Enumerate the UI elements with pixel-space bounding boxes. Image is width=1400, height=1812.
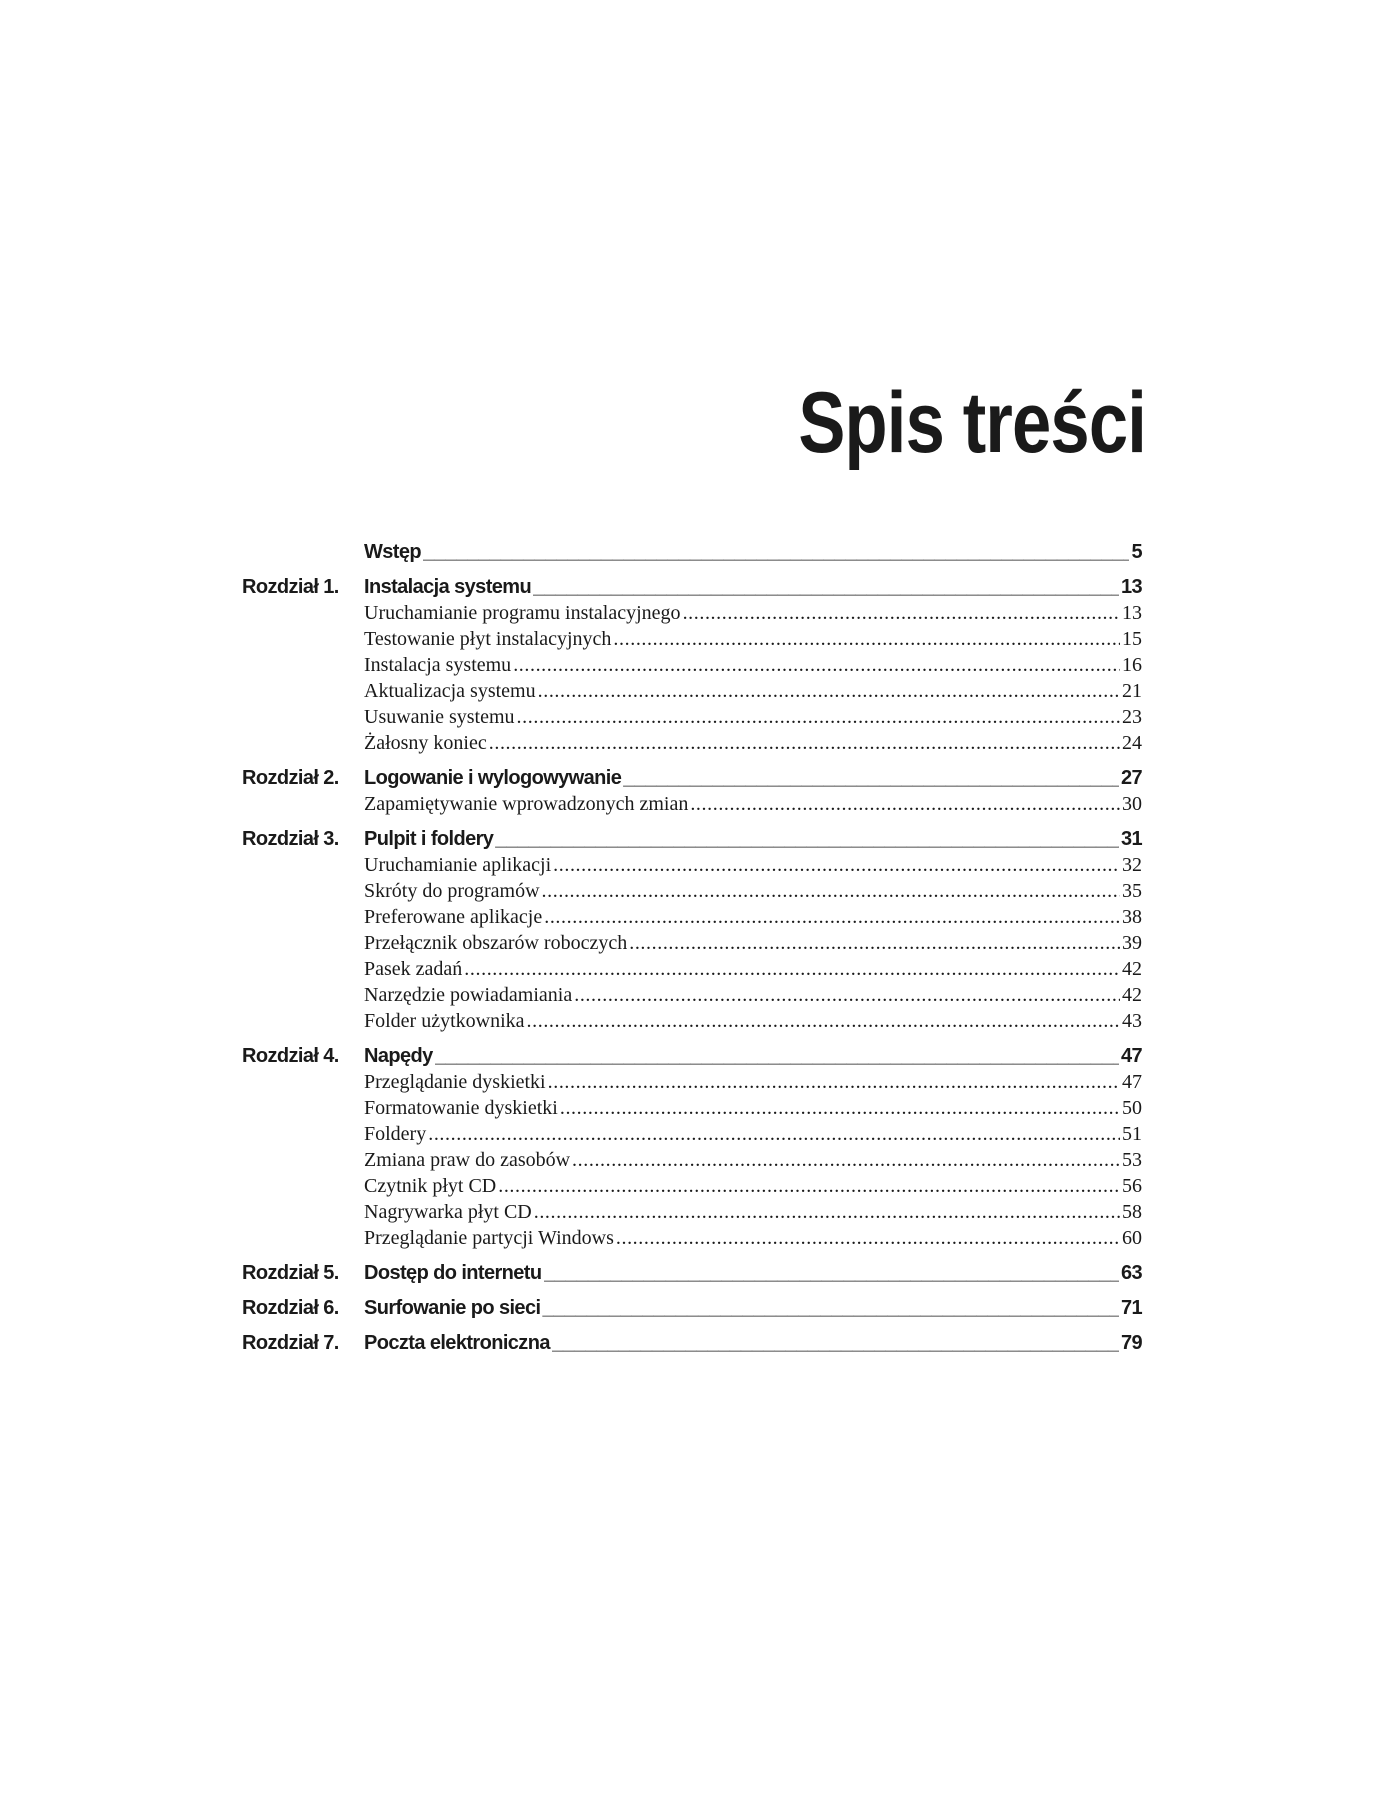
section-entry bbox=[364, 793, 1142, 816]
toc-section-row[interactable] bbox=[242, 984, 1142, 1010]
leader-dots bbox=[428, 1123, 1120, 1146]
leader-dots bbox=[616, 1227, 1120, 1250]
leader-dots bbox=[544, 906, 1120, 929]
chapter-title: Instalacja systemu bbox=[364, 576, 532, 598]
toc-section-row[interactable] bbox=[242, 932, 1142, 958]
section-entry bbox=[364, 1149, 1142, 1172]
toc-chapter bbox=[242, 1297, 1142, 1323]
section-title: Przełącznik obszarów roboczych bbox=[364, 932, 628, 954]
leader-dots bbox=[574, 984, 1120, 1007]
chapter-entry bbox=[364, 828, 1142, 851]
chapter-entry bbox=[364, 1262, 1142, 1285]
section-page-number: 21 bbox=[1122, 680, 1142, 702]
chapter-label: Rozdział 4. bbox=[242, 1045, 339, 1067]
leader-line bbox=[544, 1262, 1119, 1285]
section-entry bbox=[364, 906, 1142, 929]
chapter-title: Dostęp do internetu bbox=[364, 1262, 542, 1284]
toc-section-row[interactable] bbox=[242, 1149, 1142, 1175]
section-entry bbox=[364, 706, 1142, 729]
chapter-title: Poczta elektroniczna bbox=[364, 1332, 550, 1354]
toc-chapter-row[interactable] bbox=[242, 1262, 1142, 1288]
section-entry bbox=[364, 1010, 1142, 1033]
section-entry bbox=[364, 932, 1142, 955]
toc-section-row[interactable] bbox=[242, 880, 1142, 906]
leader-line bbox=[435, 1045, 1119, 1068]
toc-chapter-row[interactable] bbox=[242, 1332, 1142, 1358]
section-entry bbox=[364, 1175, 1142, 1198]
section-title: Nagrywarka płyt CD bbox=[364, 1201, 532, 1223]
section-page-number: 51 bbox=[1122, 1123, 1142, 1145]
leader-dots bbox=[534, 1201, 1120, 1224]
section-page-number: 47 bbox=[1122, 1071, 1142, 1093]
toc-chapter bbox=[242, 1045, 1142, 1253]
section-entry bbox=[364, 654, 1142, 677]
toc-section-row[interactable] bbox=[242, 1010, 1142, 1036]
chapter-page-number: 27 bbox=[1120, 767, 1142, 789]
leader-line bbox=[552, 1332, 1119, 1355]
table-of-contents bbox=[242, 541, 1142, 1358]
section-entry bbox=[364, 1071, 1142, 1094]
leader-line bbox=[533, 576, 1119, 599]
toc-section-row[interactable] bbox=[242, 793, 1142, 819]
section-page-number: 43 bbox=[1122, 1010, 1142, 1032]
page-title: Spis treści bbox=[798, 375, 1146, 471]
chapter-entry bbox=[364, 1332, 1142, 1355]
leader-dots bbox=[513, 654, 1120, 677]
leader-dots bbox=[548, 1071, 1120, 1094]
section-page-number: 24 bbox=[1122, 732, 1142, 754]
section-title: Przeglądanie partycji Windows bbox=[364, 1227, 614, 1249]
toc-chapter bbox=[242, 1332, 1142, 1358]
toc-chapter-row[interactable] bbox=[242, 767, 1142, 793]
section-title: Instalacja systemu bbox=[364, 654, 512, 676]
section-title: Formatowanie dyskietki bbox=[364, 1097, 558, 1119]
toc-chapter bbox=[242, 1262, 1142, 1288]
chapter-title: Pulpit i foldery bbox=[364, 828, 494, 850]
section-title: Usuwanie systemu bbox=[364, 706, 515, 728]
toc-section-row[interactable] bbox=[242, 1201, 1142, 1227]
section-title: Folder użytkownika bbox=[364, 1010, 525, 1032]
toc-section-row[interactable] bbox=[242, 958, 1142, 984]
leader-dots bbox=[489, 732, 1120, 755]
toc-chapter-row[interactable] bbox=[242, 1045, 1142, 1071]
chapter-title: Wstęp bbox=[364, 541, 422, 563]
section-entry bbox=[364, 628, 1142, 651]
section-page-number: 23 bbox=[1122, 706, 1142, 728]
leader-line bbox=[623, 767, 1119, 790]
leader-dots bbox=[538, 680, 1120, 703]
leader-dots bbox=[517, 706, 1120, 729]
leader-dots bbox=[683, 602, 1120, 625]
toc-chapter-row[interactable] bbox=[242, 576, 1142, 602]
toc-chapter bbox=[242, 576, 1142, 758]
section-page-number: 42 bbox=[1122, 958, 1142, 980]
section-page-number: 39 bbox=[1122, 932, 1142, 954]
section-page-number: 60 bbox=[1122, 1227, 1142, 1249]
chapter-entry bbox=[364, 576, 1142, 599]
section-entry bbox=[364, 958, 1142, 981]
leader-line bbox=[495, 828, 1119, 851]
section-page-number: 53 bbox=[1122, 1149, 1142, 1171]
section-page-number: 32 bbox=[1122, 854, 1142, 876]
chapter-label: Rozdział 5. bbox=[242, 1262, 339, 1284]
section-title: Foldery bbox=[364, 1123, 427, 1145]
chapter-entry bbox=[364, 541, 1142, 564]
toc-chapter bbox=[242, 541, 1142, 567]
chapter-label: Rozdział 7. bbox=[242, 1332, 339, 1354]
toc-section-row[interactable] bbox=[242, 628, 1142, 654]
section-title: Zmiana praw do zasobów bbox=[364, 1149, 571, 1171]
chapter-entry bbox=[364, 1045, 1142, 1068]
toc-chapter-row[interactable] bbox=[242, 541, 1142, 567]
section-entry bbox=[364, 680, 1142, 703]
chapter-entry bbox=[364, 1297, 1142, 1320]
section-page-number: 16 bbox=[1122, 654, 1142, 676]
section-title: Preferowane aplikacje bbox=[364, 906, 543, 928]
section-page-number: 58 bbox=[1122, 1201, 1142, 1223]
chapter-page-number: 79 bbox=[1120, 1332, 1142, 1354]
section-entry bbox=[364, 732, 1142, 755]
toc-section-row[interactable] bbox=[242, 654, 1142, 680]
section-page-number: 56 bbox=[1122, 1175, 1142, 1197]
leader-dots bbox=[498, 1175, 1120, 1198]
chapter-entry bbox=[364, 767, 1142, 790]
toc-section-row[interactable] bbox=[242, 706, 1142, 732]
leader-dots bbox=[613, 628, 1120, 651]
section-entry bbox=[364, 1097, 1142, 1120]
section-title: Testowanie płyt instalacyjnych bbox=[364, 628, 612, 650]
section-title: Uruchamianie programu instalacyjnego bbox=[364, 602, 681, 624]
leader-dots bbox=[464, 958, 1120, 981]
leader-dots bbox=[572, 1149, 1120, 1172]
chapter-label: Rozdział 3. bbox=[242, 828, 339, 850]
chapter-title: Napędy bbox=[364, 1045, 433, 1067]
leader-dots bbox=[527, 1010, 1120, 1033]
section-entry bbox=[364, 1123, 1142, 1146]
section-entry bbox=[364, 602, 1142, 625]
section-entry bbox=[364, 1201, 1142, 1224]
toc-section-row[interactable] bbox=[242, 854, 1142, 880]
leader-dots bbox=[542, 880, 1120, 903]
chapter-page-number: 47 bbox=[1120, 1045, 1142, 1067]
section-title: Narzędzie powiadamiania bbox=[364, 984, 573, 1006]
section-title: Uruchamianie aplikacji bbox=[364, 854, 552, 876]
section-title: Żałosny koniec bbox=[364, 732, 487, 754]
toc-section-row[interactable] bbox=[242, 906, 1142, 932]
toc-section-row[interactable] bbox=[242, 1071, 1142, 1097]
leader-dots bbox=[553, 854, 1120, 877]
section-page-number: 30 bbox=[1122, 793, 1142, 815]
section-page-number: 50 bbox=[1122, 1097, 1142, 1119]
section-title: Przeglądanie dyskietki bbox=[364, 1071, 546, 1093]
chapter-page-number: 5 bbox=[1131, 541, 1142, 563]
toc-section-row[interactable] bbox=[242, 1227, 1142, 1253]
section-title: Skróty do programów bbox=[364, 880, 540, 902]
toc-chapter-row[interactable] bbox=[242, 828, 1142, 854]
chapter-label: Rozdział 2. bbox=[242, 767, 339, 789]
toc-chapter bbox=[242, 767, 1142, 819]
section-entry bbox=[364, 1227, 1142, 1250]
toc-section-row[interactable] bbox=[242, 680, 1142, 706]
section-page-number: 42 bbox=[1122, 984, 1142, 1006]
leader-dots bbox=[560, 1097, 1120, 1120]
chapter-page-number: 63 bbox=[1120, 1262, 1142, 1284]
section-page-number: 13 bbox=[1122, 602, 1142, 624]
leader-dots bbox=[629, 932, 1120, 955]
toc-chapter-row[interactable] bbox=[242, 1297, 1142, 1323]
leader-line bbox=[423, 541, 1129, 564]
chapter-label: Rozdział 1. bbox=[242, 576, 339, 598]
section-title: Aktualizacja systemu bbox=[364, 680, 536, 702]
toc-section-row[interactable] bbox=[242, 1175, 1142, 1201]
section-title: Pasek zadań bbox=[364, 958, 463, 980]
section-page-number: 35 bbox=[1122, 880, 1142, 902]
toc-section-row[interactable] bbox=[242, 1097, 1142, 1123]
section-page-number: 38 bbox=[1122, 906, 1142, 928]
leader-line bbox=[542, 1297, 1119, 1320]
section-page-number: 15 bbox=[1122, 628, 1142, 650]
toc-section-row[interactable] bbox=[242, 602, 1142, 628]
leader-dots bbox=[690, 793, 1120, 816]
chapter-page-number: 13 bbox=[1120, 576, 1142, 598]
chapter-page-number: 31 bbox=[1120, 828, 1142, 850]
chapter-label: Rozdział 6. bbox=[242, 1297, 339, 1319]
chapter-page-number: 71 bbox=[1120, 1297, 1142, 1319]
chapter-title: Logowanie i wylogowywanie bbox=[364, 767, 622, 789]
section-entry bbox=[364, 854, 1142, 877]
section-entry bbox=[364, 984, 1142, 1007]
toc-section-row[interactable] bbox=[242, 732, 1142, 758]
section-title: Zapamiętywanie wprowadzonych zmian bbox=[364, 793, 689, 815]
toc-chapter bbox=[242, 828, 1142, 1036]
chapter-title: Surfowanie po sieci bbox=[364, 1297, 541, 1319]
toc-section-row[interactable] bbox=[242, 1123, 1142, 1149]
section-entry bbox=[364, 880, 1142, 903]
section-title: Czytnik płyt CD bbox=[364, 1175, 497, 1197]
